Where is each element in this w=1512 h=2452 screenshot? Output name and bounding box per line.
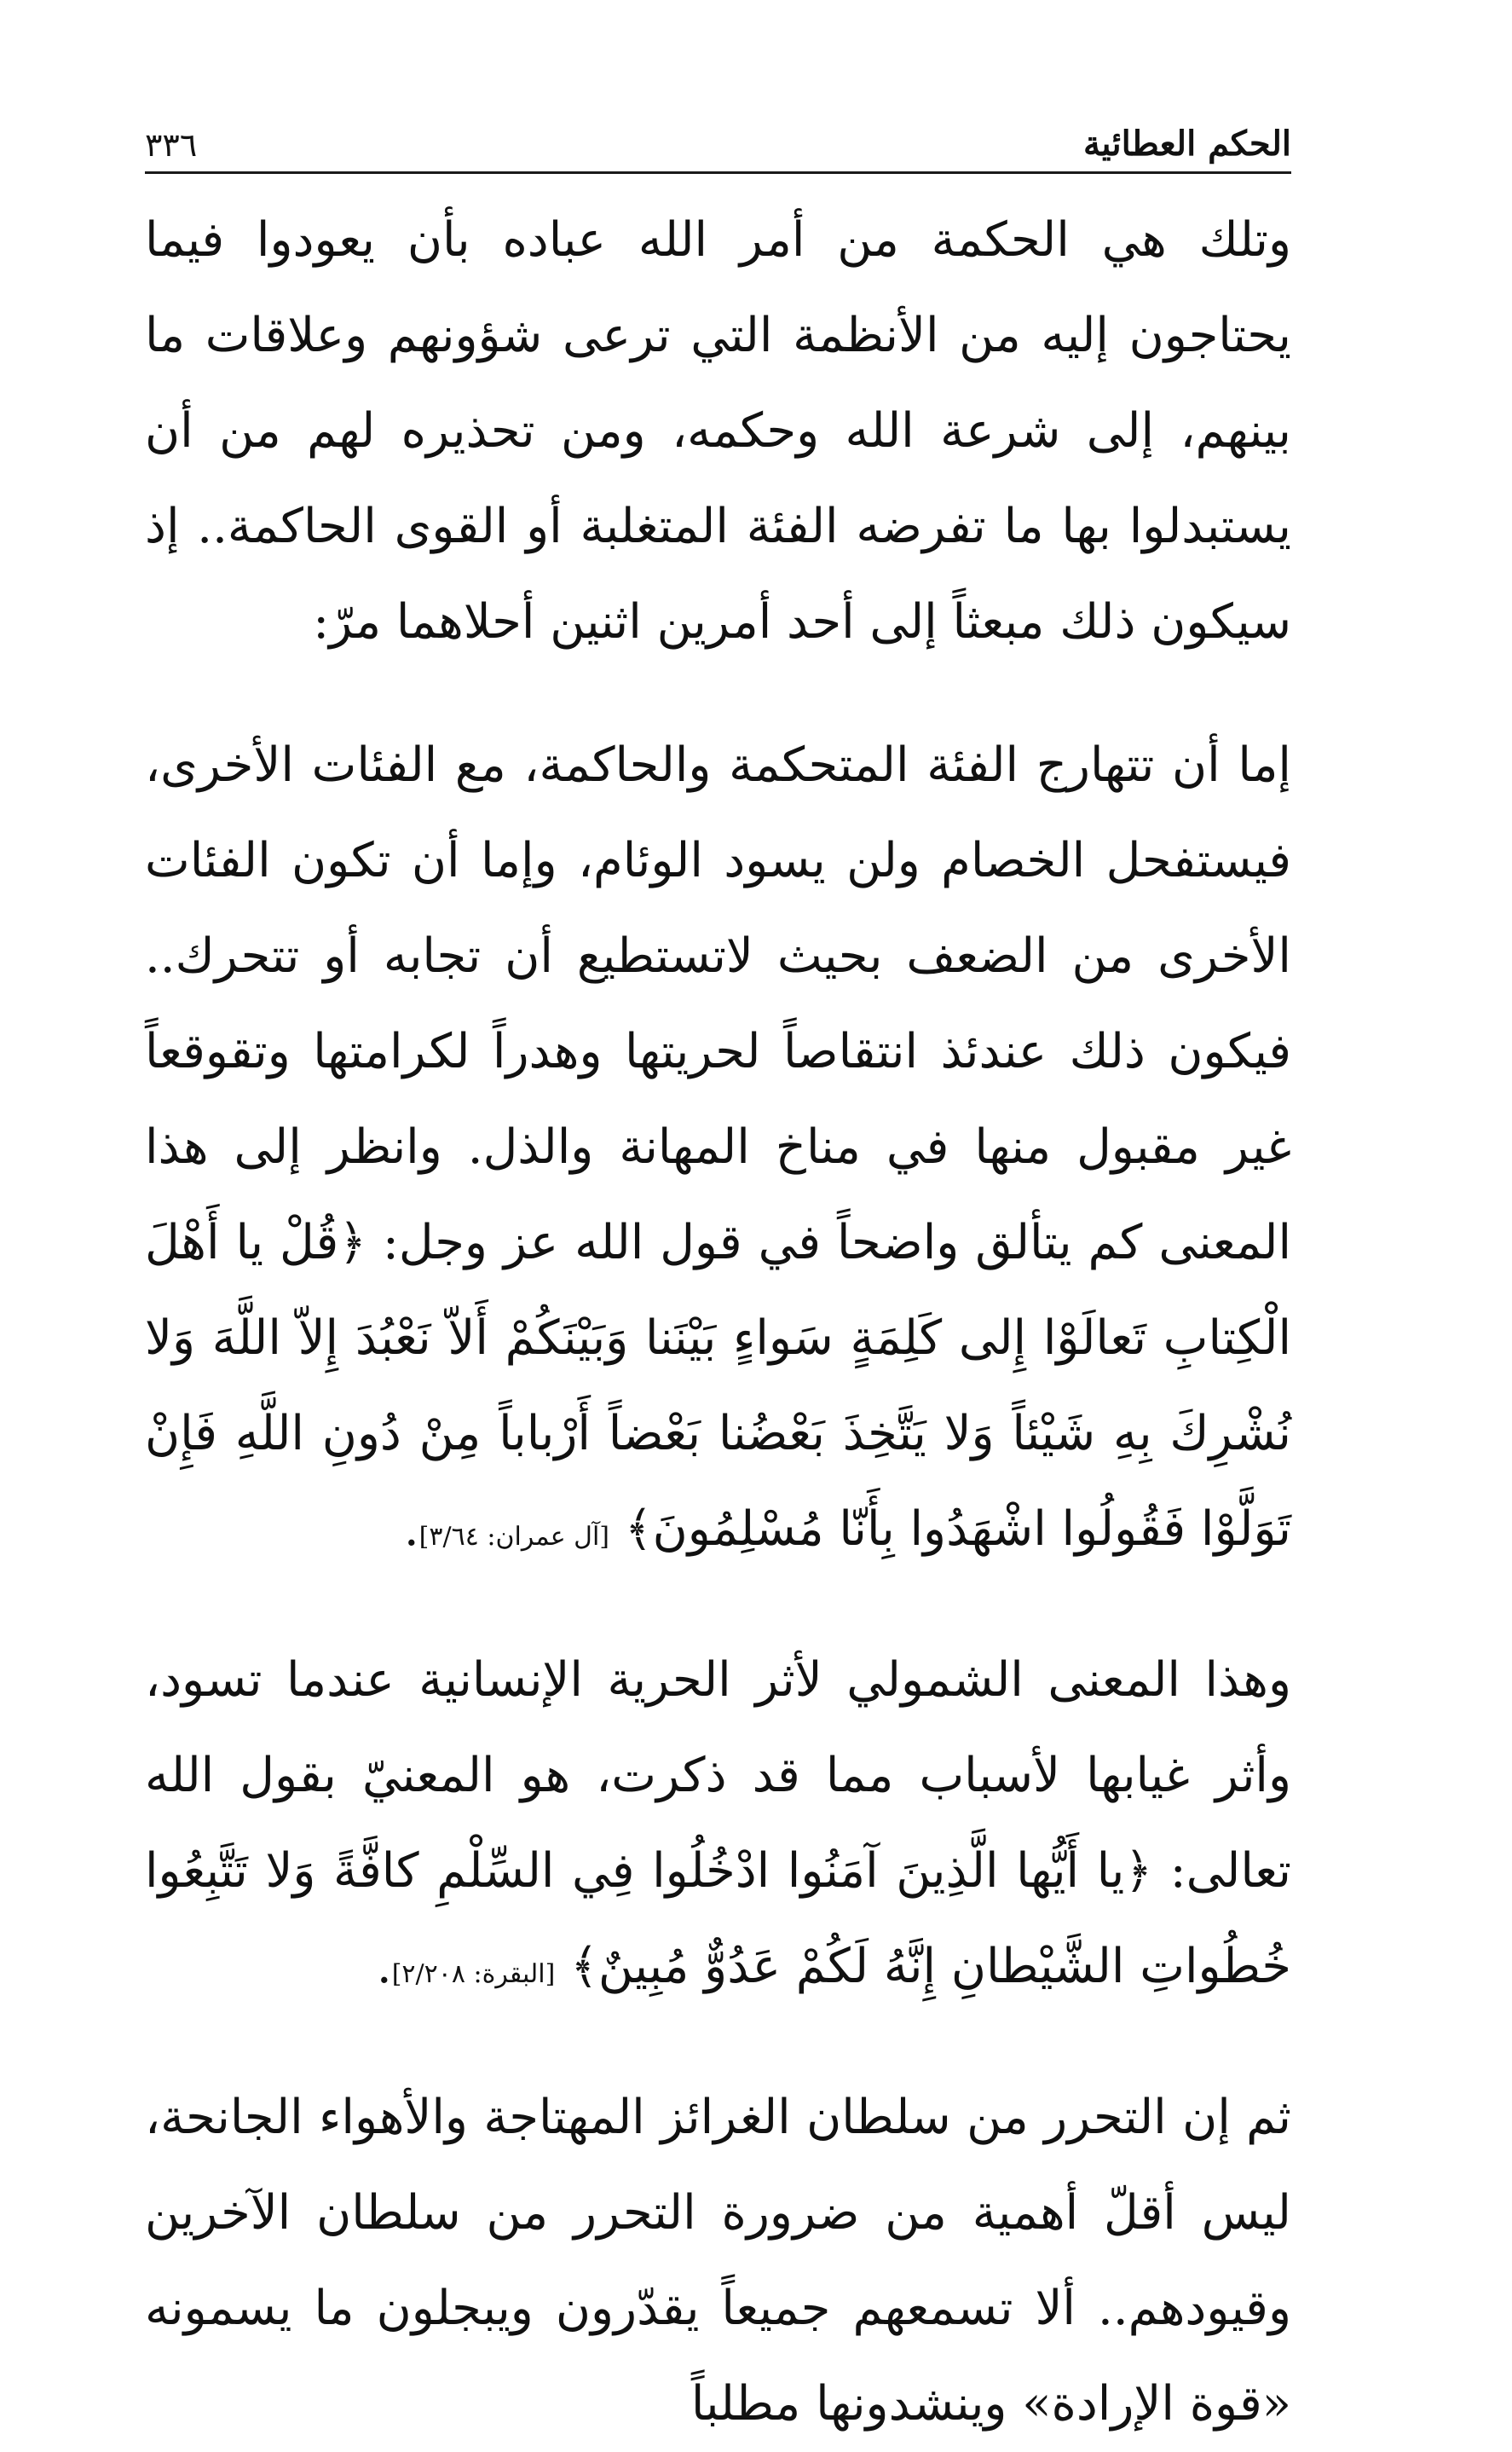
page-number: ٣٣٦ [145,126,198,164]
paragraph-text: ثم إن التحرر من سلطان الغرائز المهتاجة والأهواء الجانحة، ليس أقلّ أهمية من ضرورة التحرر من سلطان الآخرين وقيودهم.. ألا تسمعهم جميعاً يقدّرون ويبجلون ما يسمونه «قوة الإرادة» وينشدونها مطلباً [145,2090,1291,2432]
sentence-end: . [403,1501,419,1557]
quran-citation: [البقرة: ٢/٢٠٨] [391,1959,556,1989]
paragraph-2 [145,718,1291,1585]
paragraph-text: وتلك هي الحكمة من أمر الله عباده بأن يعودوا فيما يحتاجون إليه من الأنظمة التي ترعى شؤونهم وعلاقات ما بينهم، إلى شرعة الله وحكمه، ومن تحذيره لهم من أن يستبدلوا بها ما تفرضه الفئة المتغلبة أو القوى الحاكمة.. إذ سيكون ذلك مبعثاً إلى أحد أمرين اثنين أحلاهما مرّ: [145,212,1292,650]
paragraph-3 [145,1633,1291,2022]
book-page [145,102,1292,2432]
book-title: الحكم العطائية [1082,124,1291,164]
paragraph-text: وهذا المعنى الشمولي لأثر الحرية الإنسانية عندما تسود، وأثر غيابها لأسباب مما قد ذكرت، هو المعنيّ بقول الله تعالى: ﴿يا أَيُّها الَّذِينَ آمَنُوا ادْخُلُوا فِي السِّلْمِ كافَّةً وَلا تَتَّبِعُوا خُطُواتِ الشَّيْطانِ إِنَّهُ لَكُمْ عَدُوٌّ مُبِينٌ﴾ [145,1652,1291,1994]
paragraph-1 [145,193,1291,670]
paragraph-text: إما أن تتهارج الفئة المتحكمة والحاكمة، مع الفئات الأخرى، فيستفحل الخصام ولن يسود الوئام، وإما أن تكون الفئات الأخرى من الضعف بحيث لاتستطيع أن تجابه أو تتحرك.. فيكون ذلك عندئذ انتقاصاً لحريتها وهدراً لكرامتها وتقوقعاً غير مقبول منها في مناخ المهانة والذل. وانظر إلى هذا المعنى كم يتألق واضحاً في قول الله عز وجل: ﴿قُلْ يا أَهْلَ الْكِتابِ تَعالَوْا إِلى كَلِمَةٍ سَواءٍ بَيْنَنا وَبَيْنَكُمْ أَلاّ نَعْبُدَ إِلاّ اللَّهَ وَلا نُشْرِكَ بِهِ شَيْئاً وَلا يَتَّخِذَ بَعْضُنا بَعْضاً أَرْباباً مِنْ دُونِ اللَّهِ فَإِنْ تَوَلَّوْا فَقُولُوا اشْهَدُوا بِأَنّا مُسْلِمُونَ﴾ [145,737,1291,1557]
sentence-end: . [376,1939,392,1994]
paragraph-4 [145,2070,1291,2452]
body-text [145,193,1291,2452]
running-header [145,102,1291,174]
quran-citation: [آل عمران: ٣/٦٤] [418,1522,610,1552]
